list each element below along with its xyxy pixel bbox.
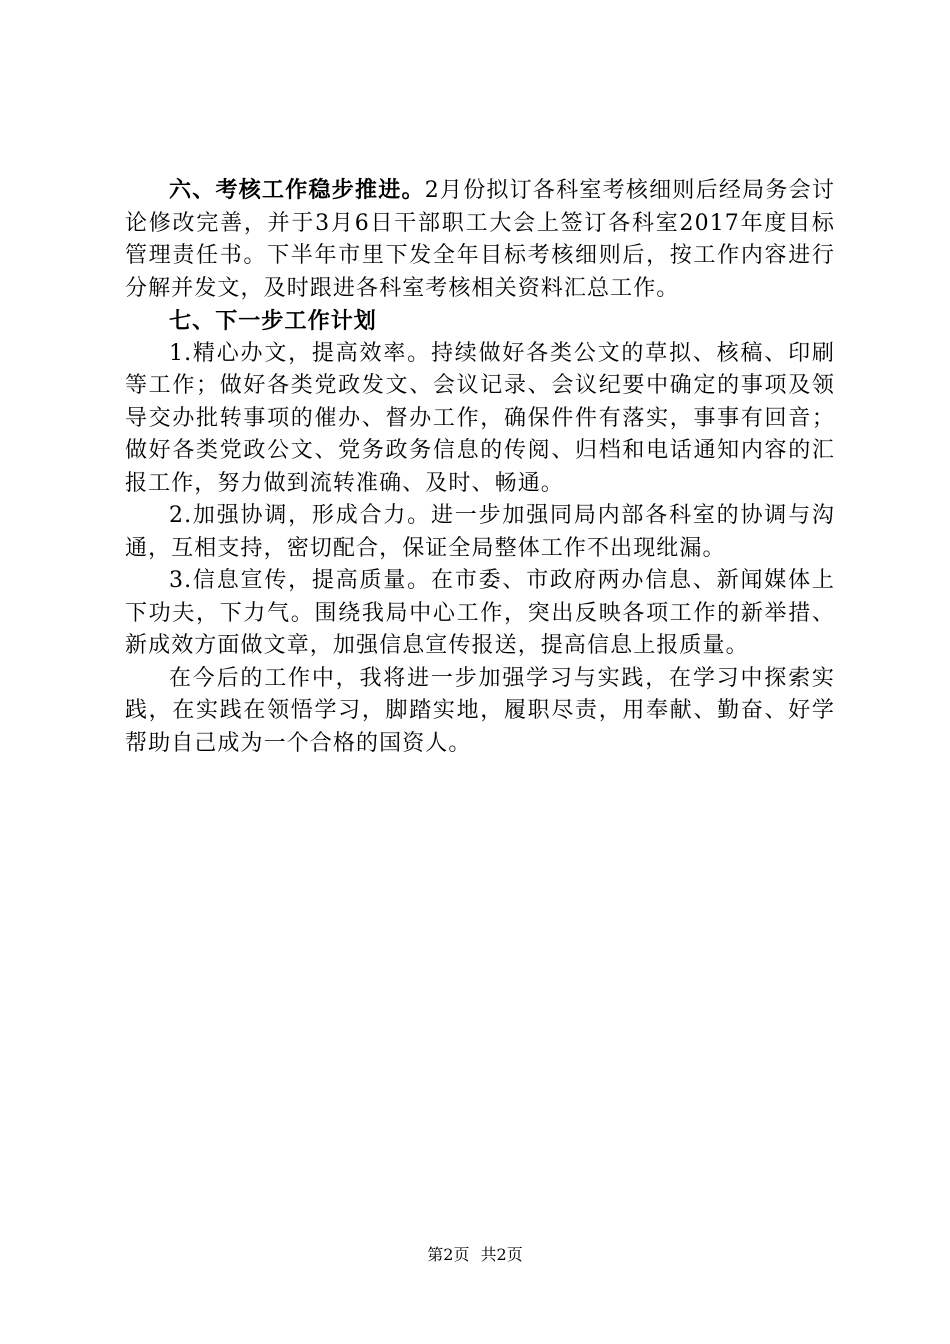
plan-item-3: 3.信息宣传，提高质量。在市委、市政府两办信息、新闻媒体上下功夫，下力气。围绕我局中心工作，突出反映各项工作的新举措、新成效方面做文章，加强信息宣传报送，提高信息上报质量。 [125, 568, 835, 658]
plan-item-2: 2.加强协调，形成合力。进一步加强同局内部各科室的协调与沟通，互相支持，密切配合，保证全局整体工作不出现纰漏。 [125, 503, 835, 561]
section-six-paragraph [125, 174, 835, 305]
page-number-current: 第2页 [427, 1245, 470, 1264]
section-seven-heading: 七、下一步工作计划 [169, 308, 377, 334]
closing-paragraph: 在今后的工作中，我将进一步加强学习与实践，在学习中探索实践，在实践在领悟学习，脚踏实地，履职尽责，用奉献、勤奋、好学帮助自己成为一个合格的国资人。 [125, 665, 835, 756]
plan-item-1: 1.精心办文，提高效率。持续做好各类公文的草拟、核稿、印刷等工作；做好各类党政发文、会议记录、会议纪要中确定的事项及领导交办批转事项的催办、督办工作，确保件件有落实，事事有回音；做好各类党政公文、党务政务信息的传阅、归档和电话通知内容的汇报工作，努力做到流转准确、及时、畅通。 [125, 340, 835, 496]
document-body [125, 174, 835, 760]
section-six-lead: 六、考核工作稳步推进。 [169, 177, 425, 203]
section-six-body: 2月份拟订各科室考核细则后经局务会讨论修改完善，并于3月6日干部职工大会上签订各科室2017年度目标管理责任书。下半年市里下发全年目标考核细则后，按工作内容进行分解并发文，及时跟进各科室考核相关资料汇总工作。 [125, 178, 835, 301]
page-footer [0, 1245, 950, 1265]
page-number-total: 共2页 [480, 1245, 523, 1264]
